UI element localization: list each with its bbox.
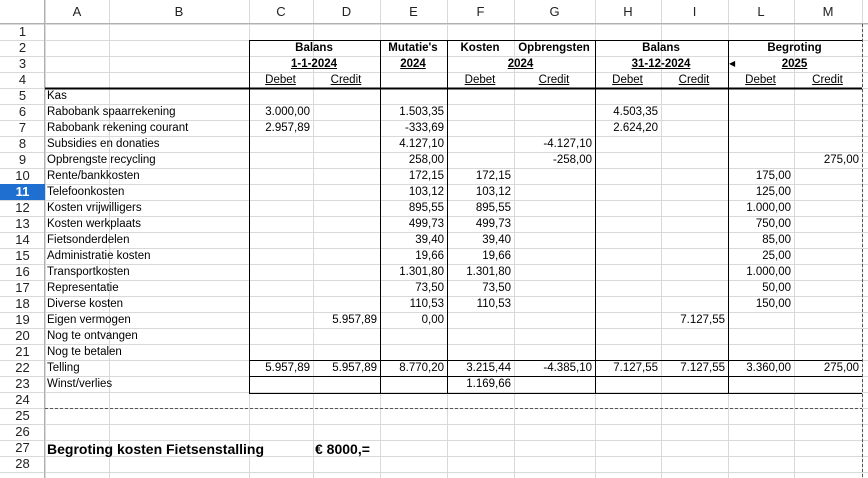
header-mutaties[interactable]: Mutatie's xyxy=(388,42,438,54)
row-header-22[interactable]: 22 xyxy=(15,360,30,375)
cell-l-13[interactable]: 750,00 xyxy=(755,218,791,230)
account-label[interactable]: Rabobank rekening courant xyxy=(47,122,189,134)
row-header-12[interactable]: 12 xyxy=(15,200,30,215)
account-label[interactable]: Fietsonderdelen xyxy=(47,234,130,246)
cell-f-10[interactable]: 172,15 xyxy=(475,170,511,182)
cell-l-15[interactable]: 25,00 xyxy=(762,250,791,262)
row-header-9[interactable]: 9 xyxy=(18,152,27,167)
header-result-year[interactable]: 2024 xyxy=(507,58,534,70)
account-label[interactable]: Kosten werkplaats xyxy=(47,218,141,230)
cell-e-9[interactable]: 258,00 xyxy=(408,154,444,166)
account-label[interactable]: Kas xyxy=(47,90,67,102)
footer-value[interactable]: € 8000,= xyxy=(315,441,370,457)
cell-g-22[interactable]: -4.385,10 xyxy=(543,362,592,374)
account-label[interactable]: Nog te betalen xyxy=(47,346,122,358)
row-header-6[interactable]: 6 xyxy=(18,104,27,119)
cell-c-6[interactable]: 3.000,00 xyxy=(265,106,310,118)
account-label[interactable]: Nog te ontvangen xyxy=(47,330,138,342)
row-header-18[interactable]: 18 xyxy=(15,296,30,311)
header-kosten[interactable]: Kosten xyxy=(460,42,500,54)
header-begroting[interactable]: Begroting xyxy=(767,42,822,54)
row-header-2[interactable]: 2 xyxy=(18,40,27,55)
header-date-start[interactable]: 1-1-2024 xyxy=(290,58,338,70)
account-label[interactable]: Diverse kosten xyxy=(47,298,124,310)
column-header-c[interactable]: C xyxy=(276,4,286,19)
cell-e-12[interactable]: 895,55 xyxy=(408,202,444,214)
account-label[interactable]: Rabobank spaarrekening xyxy=(47,106,176,118)
overflow-arrow-icon: ◀ xyxy=(729,59,736,68)
row-header-1[interactable]: 1 xyxy=(18,24,27,39)
cell-m-9[interactable]: 275,00 xyxy=(823,154,859,166)
header-credit-m[interactable]: Credit xyxy=(812,74,843,86)
column-header-i[interactable]: I xyxy=(692,4,697,19)
account-label[interactable]: Subsidies en donaties xyxy=(47,138,160,150)
cell-e-10[interactable]: 172,15 xyxy=(408,170,444,182)
cell-l-17[interactable]: 50,00 xyxy=(762,282,791,294)
cell-l-10[interactable]: 175,00 xyxy=(755,170,791,182)
row-header-3[interactable]: 3 xyxy=(18,56,27,71)
row-header-28[interactable]: 28 xyxy=(15,456,30,471)
row-header-21[interactable]: 21 xyxy=(15,344,30,359)
cell-c-22[interactable]: 5.957,89 xyxy=(265,362,310,374)
column-header-a[interactable]: A xyxy=(72,4,82,19)
cell-f-13[interactable]: 499,73 xyxy=(475,218,511,230)
cell-c-7[interactable]: 2.957,89 xyxy=(265,122,310,134)
header-date-end[interactable]: 31-12-2024 xyxy=(631,58,691,70)
cell-e-16[interactable]: 1.301,80 xyxy=(399,266,444,278)
row-header-24[interactable]: 24 xyxy=(15,392,30,407)
cell-l-16[interactable]: 1.000,00 xyxy=(746,266,791,278)
cell-h-22[interactable]: 7.127,55 xyxy=(613,362,658,374)
column-header-e[interactable]: E xyxy=(409,4,418,19)
account-label[interactable]: Kosten vrijwilligers xyxy=(47,202,142,214)
row-header-4[interactable]: 4 xyxy=(18,72,27,87)
footer-label[interactable]: Begroting kosten Fietsenstalling xyxy=(47,441,265,457)
cell-g-8[interactable]: -4.127,10 xyxy=(543,138,592,150)
cell-i-22[interactable]: 7.127,55 xyxy=(680,362,725,374)
column-header-h[interactable]: H xyxy=(623,4,633,19)
account-label[interactable]: Transportkosten xyxy=(47,266,130,278)
account-label[interactable]: Rente/bankkosten xyxy=(47,170,140,182)
cell-e-13[interactable]: 499,73 xyxy=(408,218,444,230)
column-header-f[interactable]: F xyxy=(476,4,485,19)
cell-e-22[interactable]: 8.770,20 xyxy=(399,362,444,374)
row-header-15[interactable]: 15 xyxy=(15,248,30,263)
cell-l-14[interactable]: 85,00 xyxy=(762,234,791,246)
header-credit-g[interactable]: Credit xyxy=(538,74,570,86)
row-header-25[interactable]: 25 xyxy=(15,408,30,423)
row-header-27[interactable]: 27 xyxy=(15,440,30,455)
cell-e-7[interactable]: -333,69 xyxy=(404,122,444,134)
cell-f-22[interactable]: 3.215,44 xyxy=(466,362,511,374)
cell-l-18[interactable]: 150,00 xyxy=(755,298,791,310)
row-header-11[interactable]: 11 xyxy=(0,184,45,200)
cell-l-11[interactable]: 125,00 xyxy=(755,186,791,198)
account-label[interactable]: Administratie kosten xyxy=(47,250,151,262)
cell-e-11[interactable]: 103,12 xyxy=(408,186,444,198)
header-debet-f[interactable]: Debet xyxy=(464,74,496,86)
row-header-10[interactable]: 10 xyxy=(15,168,30,183)
cell-d-19[interactable]: 5.957,89 xyxy=(332,314,377,326)
cell-f-18[interactable]: 110,53 xyxy=(476,298,511,310)
cell-f-16[interactable]: 1.301,80 xyxy=(466,266,511,278)
cell-e-17[interactable]: 73,50 xyxy=(415,282,444,294)
row-header-14[interactable]: 14 xyxy=(15,232,30,247)
header-debet-h[interactable]: Debet xyxy=(612,74,643,86)
header-opbrengsten[interactable]: Opbrengsten xyxy=(518,42,590,54)
account-label[interactable]: Eigen vermogen xyxy=(47,314,131,326)
column-header-l[interactable]: L xyxy=(757,4,765,19)
cell-f-17[interactable]: 73,50 xyxy=(482,282,511,294)
row-header-23[interactable]: 23 xyxy=(15,376,30,391)
cell-h-6[interactable]: 4.503,35 xyxy=(613,106,658,118)
header-balans-end[interactable]: Balans xyxy=(642,42,680,54)
cell-e-14[interactable]: 39,40 xyxy=(415,234,444,246)
cell-f-15[interactable]: 19,66 xyxy=(482,250,511,262)
account-label[interactable]: Winst/verlies xyxy=(47,378,113,390)
header-credit-i[interactable]: Credit xyxy=(678,74,710,86)
header-credit-d[interactable]: Credit xyxy=(330,74,362,86)
header-debet-c[interactable]: Debet xyxy=(265,74,296,86)
cell-h-7[interactable]: 2.624,20 xyxy=(613,122,658,134)
cell-f-14[interactable]: 39,40 xyxy=(482,234,511,246)
header-balans-start[interactable]: Balans xyxy=(295,42,333,54)
column-header-b[interactable]: B xyxy=(174,4,184,19)
row-header-8[interactable]: 8 xyxy=(18,136,27,151)
header-begroting-year[interactable]: 2025 xyxy=(781,58,808,70)
row-header-26[interactable]: 26 xyxy=(15,424,30,439)
cell-e-18[interactable]: 110,53 xyxy=(409,298,444,310)
column-header-d[interactable]: D xyxy=(341,4,352,19)
account-label[interactable]: Opbrengste recycling xyxy=(47,154,156,166)
header-mutaties-year[interactable]: 2024 xyxy=(400,58,426,70)
row-header-16[interactable]: 16 xyxy=(15,264,30,279)
cell-d-22[interactable]: 5.957,89 xyxy=(332,362,377,374)
cell-e-19[interactable]: 0,00 xyxy=(421,314,444,326)
account-label[interactable]: Telefoonkosten xyxy=(47,186,125,198)
column-header-m[interactable]: M xyxy=(822,4,834,19)
row-header-5[interactable]: 5 xyxy=(18,88,27,103)
cell-e-8[interactable]: 4.127,10 xyxy=(399,138,444,150)
cell-i-19[interactable]: 7.127,55 xyxy=(680,314,725,326)
row-header-7[interactable]: 7 xyxy=(18,120,27,135)
cell-g-9[interactable]: -258,00 xyxy=(552,154,592,166)
cell-f-12[interactable]: 895,55 xyxy=(475,202,511,214)
cell-l-22[interactable]: 3.360,00 xyxy=(746,362,791,374)
cell-e-15[interactable]: 19,66 xyxy=(415,250,444,262)
row-header-17[interactable]: 17 xyxy=(15,280,30,295)
row-header-13[interactable]: 13 xyxy=(15,216,30,231)
cell-e-6[interactable]: 1.503,35 xyxy=(399,106,444,118)
row-header-20[interactable]: 20 xyxy=(15,328,30,343)
cell-m-22[interactable]: 275,00 xyxy=(823,362,859,374)
column-header-g[interactable]: G xyxy=(549,4,560,19)
row-header-19[interactable]: 19 xyxy=(15,312,30,327)
cell-f-23[interactable]: 1.169,66 xyxy=(466,378,511,390)
cell-l-12[interactable]: 1.000,00 xyxy=(746,202,791,214)
account-label[interactable]: Representatie xyxy=(47,282,119,294)
header-debet-l[interactable]: Debet xyxy=(745,74,776,86)
cell-f-11[interactable]: 103,12 xyxy=(475,186,511,198)
account-label[interactable]: Telling xyxy=(47,362,80,374)
